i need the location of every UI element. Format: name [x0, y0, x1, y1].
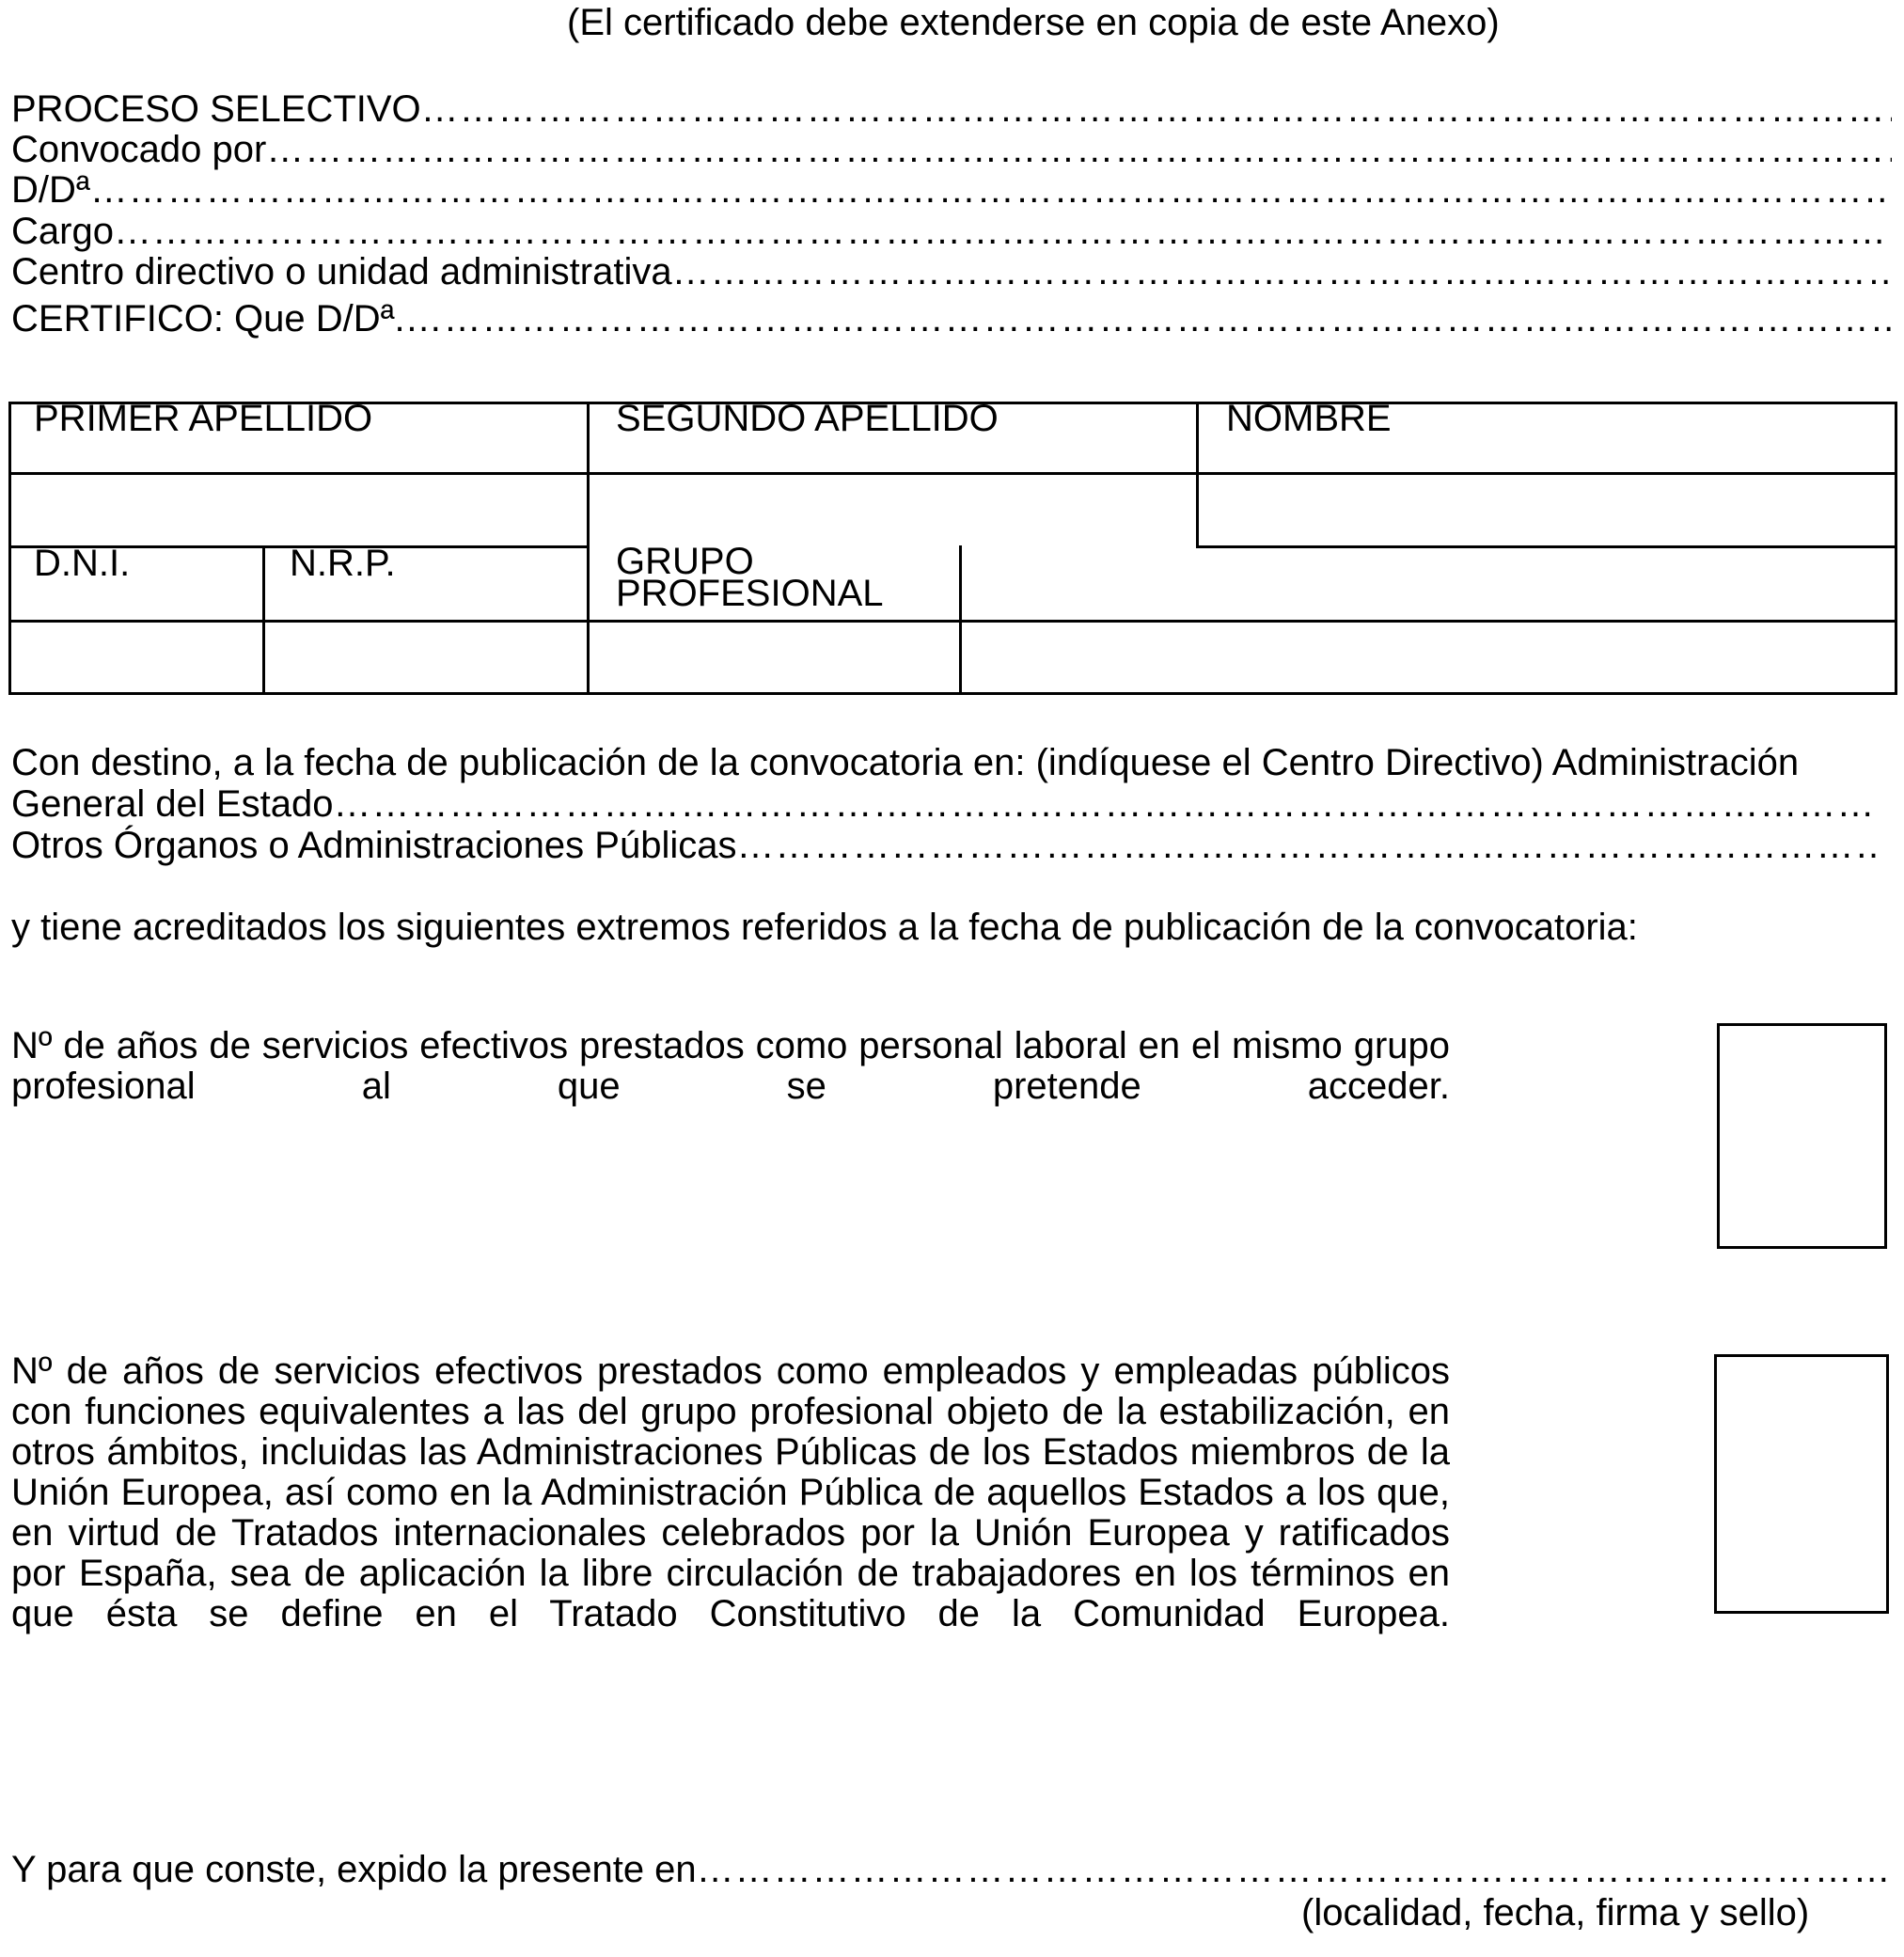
certifico-label: CERTIFICO: Que D/Dª.: [11, 298, 405, 339]
item2-years-box[interactable]: [1714, 1354, 1889, 1614]
item1-years-box[interactable]: [1717, 1023, 1887, 1249]
table-divider: [1196, 545, 1897, 548]
certifico-field[interactable]: [11, 298, 1892, 339]
grupo-profesional-line2: PROFESIONAL: [616, 573, 884, 614]
proceso-selectivo-label: PROCESO SELECTIVO: [11, 88, 421, 130]
grupo-profesional-line1: GRUPO: [616, 541, 754, 582]
otros-organos-field[interactable]: [11, 825, 1878, 866]
dd-dots: [90, 169, 1892, 211]
nrp-cell[interactable]: [265, 623, 585, 692]
segundo-apellido-cell[interactable]: [590, 475, 1194, 544]
convocado-por-dots: [266, 129, 1892, 170]
nombre-cell[interactable]: [1199, 475, 1895, 544]
age-field[interactable]: [11, 783, 1878, 825]
otros-organos-label: Otros Órganos o Administraciones Públicas: [11, 825, 737, 866]
cargo-dots: [114, 211, 1892, 252]
annex-note: (El certificado debe extenderse en copia de este Anexo): [567, 2, 1500, 43]
grupo-profesional-header: [616, 541, 884, 614]
nrp-header: N.R.P.: [290, 543, 396, 584]
dd-label: D/Dª: [11, 169, 90, 211]
proceso-selectivo-field[interactable]: [11, 88, 1892, 130]
cargo-label: Cargo: [11, 211, 114, 252]
destino-intro: Con destino, a la fecha de publicación de la convocatoria en: (indíquese el Centro Directivo) Administración: [11, 742, 1800, 783]
expido-dots: [697, 1849, 1895, 1890]
extra-cell[interactable]: [962, 623, 1895, 692]
cargo-field[interactable]: [11, 211, 1892, 252]
grupo-profesional-cell[interactable]: [590, 623, 957, 692]
centro-directivo-dots: [672, 251, 1892, 292]
primer-apellido-cell[interactable]: [11, 475, 585, 544]
convocado-por-field[interactable]: [11, 129, 1892, 170]
segundo-apellido-header: SEGUNDO APELLIDO: [616, 398, 999, 439]
dd-field[interactable]: [11, 169, 1892, 211]
nombre-header: NOMBRE: [1226, 398, 1392, 439]
proceso-selectivo-dots: [421, 88, 1892, 130]
otros-organos-dots: [736, 825, 1878, 866]
item2-text: Nº de años de servicios efectivos prestados como empleados y empleadas públicos con funciones equivalentes a las del grupo profesional objeto de la estabilización, en otros ámbitos, incluidas las Administraciones Públicas de los Estados miembros de la Unión Europea, así como en la Administración Pública de aquellos Estados a los que, en virtud de Tratados internacionales celebrados por la Unión Europea y ratificados por España, sea de aplicación la libre circulación de trabajadores en los términos en que ésta se define en el Tratado Constitutivo de la Comunidad Europea.: [11, 1350, 1450, 1634]
expido-label: Y para que conste, expido la presente en: [11, 1849, 697, 1890]
localidad-caption: (localidad, fecha, firma y sello): [1301, 1892, 1810, 1933]
primer-apellido-header: PRIMER APELLIDO: [34, 398, 373, 439]
expido-field[interactable]: [11, 1849, 1895, 1890]
age-dots: [333, 783, 1878, 825]
certifico-dots: [405, 298, 1892, 339]
item1-text: Nº de años de servicios efectivos prestados como personal laboral en el mismo grupo profesional al que se pretende acceder.: [11, 1025, 1450, 1107]
dni-cell[interactable]: [11, 623, 260, 692]
convocado-por-label: Convocado por: [11, 129, 267, 170]
centro-directivo-field[interactable]: [11, 251, 1892, 292]
centro-directivo-label: Centro directivo o unidad administrativa: [11, 251, 672, 292]
dni-header: D.N.I.: [34, 543, 131, 584]
age-label: General del Estado: [11, 783, 334, 825]
extremos-text: y tiene acreditados los siguientes extremos referidos a la fecha de publicación de la convocatoria:: [11, 907, 1638, 948]
